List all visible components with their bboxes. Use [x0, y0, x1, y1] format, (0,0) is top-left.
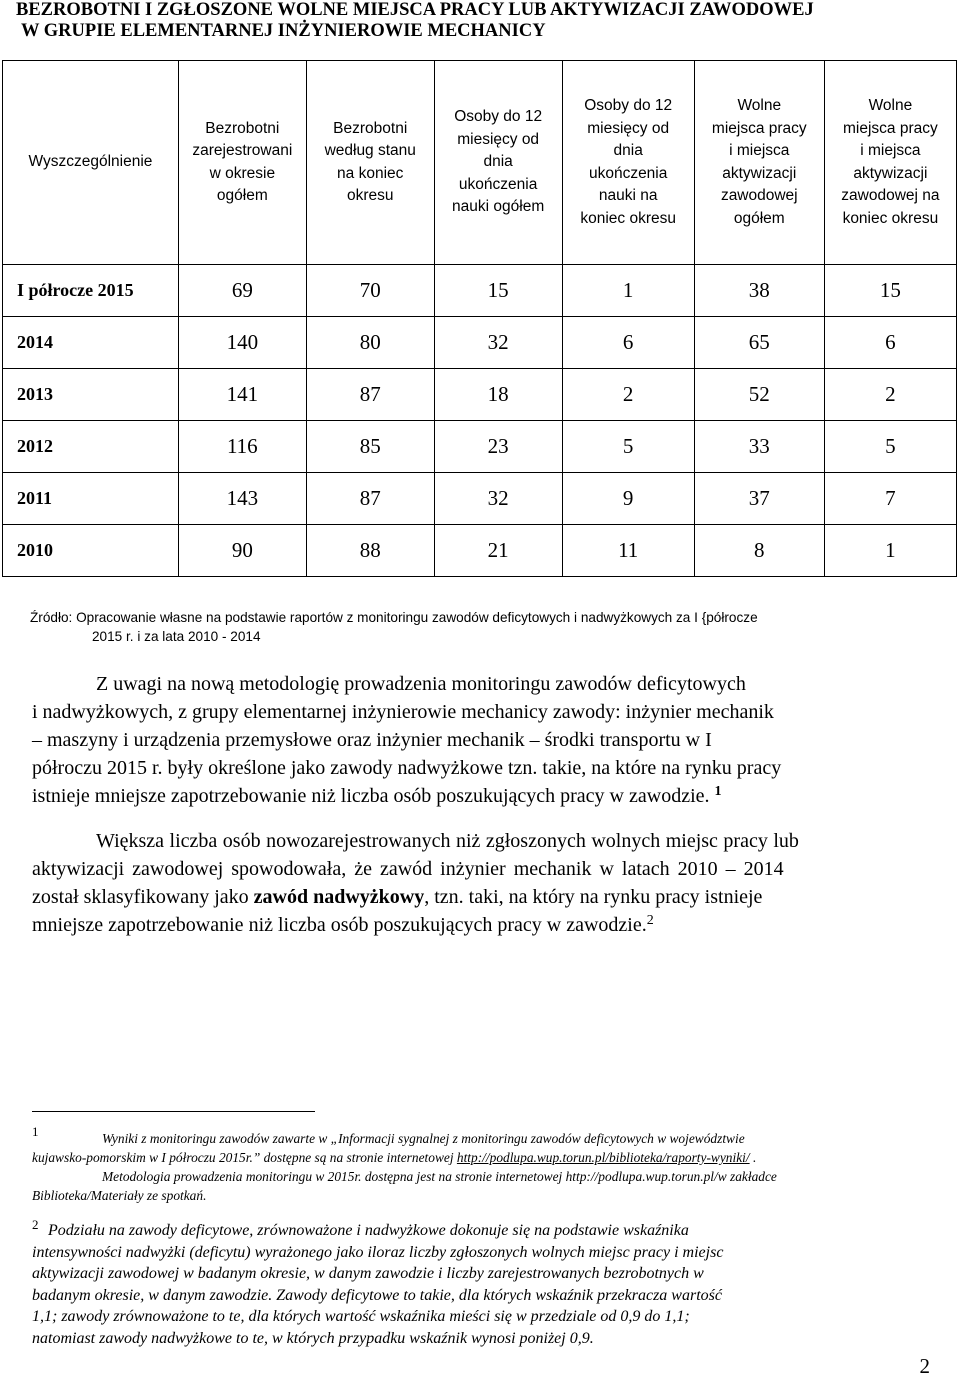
- table-row: [3, 421, 957, 473]
- table-cell: 80: [306, 317, 434, 369]
- table-cell: 65: [694, 317, 824, 369]
- footnote-line: kujawsko-pomorskim w I półroczu 2015r.” dostępne są na stronie internetowej http://podlupa.wup.torun.pl/biblioteka/raporty-wyniki/ .: [32, 1150, 757, 1165]
- footnote-line: Podziału na zawody deficytowe, zrównoważone i nadwyżkowe dokonuje się na podstawie wskaźnika: [48, 1222, 689, 1239]
- paragraph-line: aktywizacji zawodowej spowodowała, że zawód inżynier mechanik w latach 2010 – 2014: [32, 858, 784, 880]
- row-label: I półrocze 2015: [3, 265, 179, 317]
- paragraph-line: półroczu 2015 r. były określone jako zawody nadwyżkowe tzn. takie, na które na rynku pracy: [32, 757, 782, 779]
- paragraph-1: [32, 670, 932, 810]
- table-row: [3, 473, 957, 525]
- row-label: 2010: [3, 525, 179, 577]
- row-label: 2014: [3, 317, 179, 369]
- footnote-line: Wyniki z monitoringu zawodów zawarte w „Informacji sygnalnej z monitoringu zawodów deficytowych w województwie: [102, 1131, 745, 1146]
- footnote-line: Metodologia prowadzenia monitoringu w 2015r. dostępna jest na stronie internetowej http://podlupa.wup.torun.pl/w zakładce: [102, 1169, 777, 1184]
- table-cell: 9: [562, 473, 694, 525]
- row-label: 2012: [3, 421, 179, 473]
- footnote-line: badanym okresie, w danym zawodzie. Zawody deficytowe to takie, dla których wskaźnik przekracza wartość: [32, 1286, 722, 1304]
- footnote-line: Biblioteka/Materiały ze spotkań.: [32, 1188, 207, 1203]
- table-cell: 70: [306, 265, 434, 317]
- row-label: 2011: [3, 473, 179, 525]
- table-row: [3, 525, 957, 577]
- table-cell: 5: [824, 421, 956, 473]
- footnote-separator: [32, 1111, 315, 1112]
- paragraph-line: mniejsze zapotrzebowanie niż liczba osób poszukujących pracy w zawodzie.$^2$: [32, 913, 654, 936]
- table-cell: 2: [562, 369, 694, 421]
- table-cell: 116: [178, 421, 306, 473]
- table-cell: 37: [694, 473, 824, 525]
- table-row: [3, 369, 957, 421]
- report-link[interactable]: http://podlupa.wup.torun.pl/biblioteka/raporty-wyniki/: [456, 1150, 750, 1165]
- paragraph-line: – maszyny i urządzenia przemysłowe oraz inżynier mechanik – środki transportu w I: [32, 729, 712, 751]
- paragraph-line: Większa liczba osób nowozarejestrowanych niż zgłoszonych wolnych miejsc pracy lub: [96, 830, 799, 852]
- paragraph-line: został sklasyfikowany jako zawód nadwyżkowy, tzn. taki, na który na rynku pracy istnieje: [32, 886, 763, 908]
- footnote-number: 1: [32, 1124, 39, 1139]
- table-cell: 52: [694, 369, 824, 421]
- table-cell: 23: [434, 421, 562, 473]
- paragraph-line: istnieje mniejsze zapotrzebowanie niż liczba osób poszukujących pracy w zawodzie. $^1$: [32, 784, 722, 807]
- footnote-ref-2[interactable]: 2: [646, 913, 654, 928]
- page-number: 2: [919, 1354, 930, 1378]
- table-cell: 140: [178, 317, 306, 369]
- paragraph-line: Z uwagi na nową metodologię prowadzenia monitoringu zawodów deficytowych: [96, 673, 746, 695]
- table-cell: 6: [824, 317, 956, 369]
- paragraph-line: i nadwyżkowych, z grupy elementarnej inżynierowie mechanicy zawody: inżynier mechanik: [32, 701, 774, 723]
- paragraph-2: [32, 827, 932, 939]
- table-cell: 141: [178, 369, 306, 421]
- header-registered-total: Bezrobotni zarejestrowani w okresie ogółem: [178, 61, 306, 265]
- table-cell: 32: [434, 473, 562, 525]
- table-cell: 90: [178, 525, 306, 577]
- table-cell: 1: [562, 265, 694, 317]
- footnote-line: aktywizacji zawodowej w badanym okresie, w danym zawodzie i liczby zarejestrowanych bezrobotnych w: [32, 1265, 704, 1283]
- table-cell: 8: [694, 525, 824, 577]
- table-cell: 21: [434, 525, 562, 577]
- table-cell: 69: [178, 265, 306, 317]
- table-cell: 7: [824, 473, 956, 525]
- header-vacancies-total: Wolne miejsca pracy i miejsca aktywizacji zawodowej ogółem: [694, 61, 824, 265]
- header-graduates-end: Osoby do 12 miesięcy od dnia ukończenia nauki na koniec okresu: [562, 61, 694, 265]
- table-row: [3, 265, 957, 317]
- document-title: [16, 0, 946, 42]
- footnote-line: intensywności nadwyżki (deficytu) wyrażonego jako iloraz liczby zgłoszonych wolnych miejsc pracy i miejsc: [32, 1243, 724, 1261]
- header-graduates-total: Osoby do 12 miesięcy od dnia ukończenia nauki ogółem: [434, 61, 562, 265]
- statistics-table: [2, 60, 957, 577]
- footnote-number: 2: [32, 1217, 39, 1232]
- table-cell: 6: [562, 317, 694, 369]
- source-line-2: 2015 r. i za lata 2010 - 2014: [92, 629, 261, 644]
- table-cell: 88: [306, 525, 434, 577]
- table-cell: 87: [306, 473, 434, 525]
- header-unemployed-end: Bezrobotni według stanu na koniec okresu: [306, 61, 434, 265]
- source-line-1: Źródło: Opracowanie własne na podstawie raportów z monitoringu zawodów deficytowych i nadwyżkowych za I {półrocze: [30, 610, 758, 625]
- table-cell: 2: [824, 369, 956, 421]
- footnote-2: [32, 1214, 932, 1350]
- header-description: Wyszczególnienie: [3, 61, 179, 265]
- table-cell: 87: [306, 369, 434, 421]
- footnote-1: [32, 1122, 932, 1205]
- table-cell: 11: [562, 525, 694, 577]
- title-line-1: BEZROBOTNI I ZGŁOSZONE WOLNE MIEJSCA PRACY LUB AKTYWIZACJI ZAWODOWEJ: [16, 0, 814, 20]
- table-cell: 38: [694, 265, 824, 317]
- title-line-2: W GRUPIE ELEMENTARNEJ INŻYNIEROWIE MECHANICY: [21, 21, 546, 41]
- source-note: [30, 608, 930, 646]
- row-label: 2013: [3, 369, 179, 421]
- header-vacancies-end: Wolne miejsca pracy i miejsca aktywizacji zawodowej na koniec okresu: [824, 61, 956, 265]
- table-cell: 15: [824, 265, 956, 317]
- bold-term: zawód nadwyżkowy: [253, 886, 425, 908]
- footnote-ref-1[interactable]: 1: [714, 784, 722, 799]
- table-cell: 32: [434, 317, 562, 369]
- table-cell: 85: [306, 421, 434, 473]
- table-cell: 15: [434, 265, 562, 317]
- footnote-line: natomiast zawody nadwyżkowe to te, w których przypadku wskaźnik wynosi poniżej 0,9.: [32, 1329, 594, 1347]
- table-cell: 1: [824, 525, 956, 577]
- table-cell: 5: [562, 421, 694, 473]
- table-row: [3, 317, 957, 369]
- table-cell: 143: [178, 473, 306, 525]
- table-cell: 33: [694, 421, 824, 473]
- table-header-row: [3, 61, 957, 265]
- table-cell: 18: [434, 369, 562, 421]
- footnote-line: 1,1; zawody zrównoważone to te, dla których wartość wskaźnika mieści się w przedziale od 0,9 do 1,1;: [32, 1308, 690, 1326]
